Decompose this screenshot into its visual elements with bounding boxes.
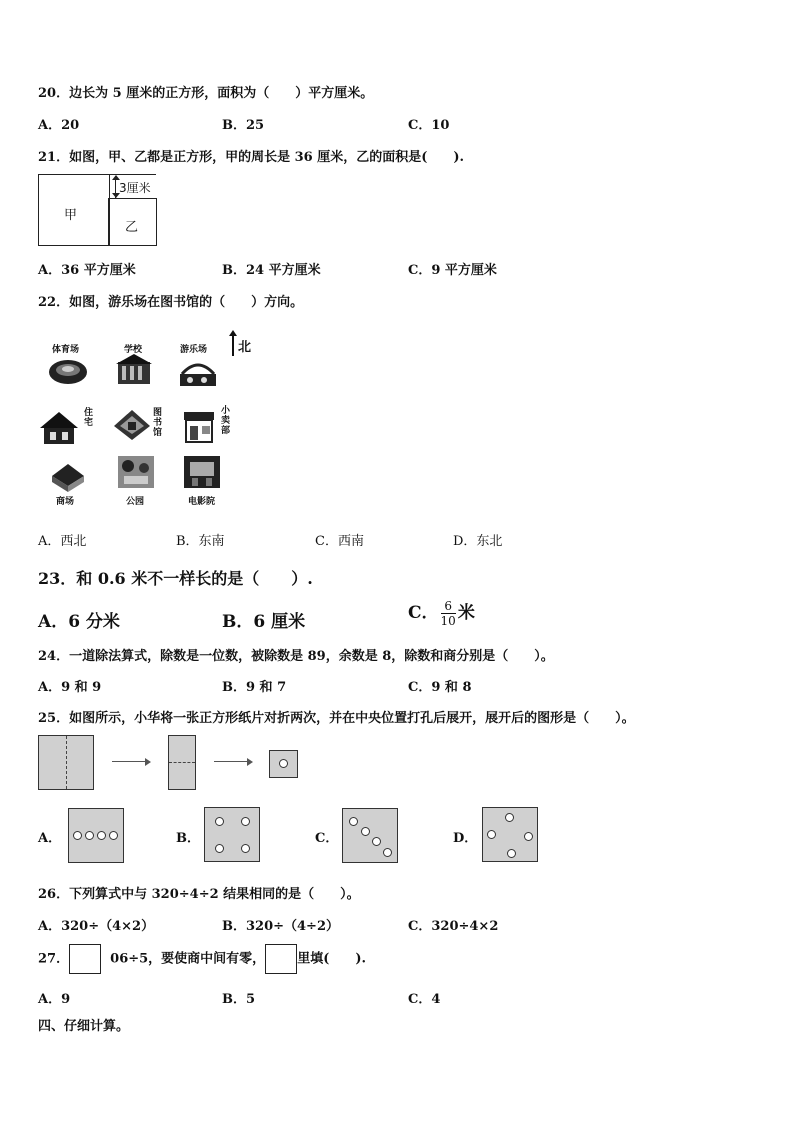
q20-option-b: B．25	[222, 118, 265, 133]
fraction: $\frac{6}{10}$	[440, 599, 456, 628]
place-label: 体育场	[52, 345, 80, 355]
place-label: 图书馆	[153, 408, 163, 438]
q25-option-a: A．	[38, 831, 62, 846]
q23-option-a: A．6 分米	[38, 612, 120, 632]
residence-icon	[40, 410, 80, 446]
hole	[279, 759, 288, 768]
q25-option-c-figure	[342, 808, 398, 863]
q21-option-b: B．24 平方厘米	[222, 263, 321, 278]
place-label: 公园	[126, 497, 145, 507]
q22-map	[40, 330, 265, 515]
amusement-park-icon	[178, 352, 218, 388]
q22-option-a: A．西北	[38, 534, 87, 549]
q27-option-a: A．9	[38, 992, 71, 1007]
q20-option-a: A．20	[38, 118, 80, 133]
paper-folded-twice	[269, 750, 298, 778]
q21-option-a: A．36 平方厘米	[38, 263, 136, 278]
label-yi: 乙	[125, 220, 139, 235]
q21-figure	[38, 174, 156, 246]
paper-folded-once	[168, 735, 196, 790]
place-label: 商场	[56, 497, 75, 507]
blank-box[interactable]	[69, 944, 101, 974]
cinema-icon	[182, 454, 222, 490]
q22-option-c: C．西南	[315, 534, 364, 549]
north-label: 北	[238, 340, 252, 355]
paper-unfolded	[38, 735, 94, 790]
q23-option-b: B．6 厘米	[222, 612, 306, 632]
q22-stem: 22．如图，游乐场在图书馆的（ ）方向。	[38, 295, 304, 310]
place-label: 学校	[124, 345, 143, 355]
q25-option-b-figure	[204, 807, 260, 862]
q20-stem: 20．边长为 5 厘米的正方形，面积为（ ）平方厘米。	[38, 86, 374, 101]
q21-option-c: C．9 平方厘米	[408, 263, 497, 278]
q26-option-a: A．320÷（4×2）	[38, 919, 155, 934]
q25-stem: 25．如图所示，小华将一张正方形纸片对折两次，并在中央位置打孔后展开，展开后的图形是（ ）。	[38, 711, 635, 726]
q23-stem: 23．和 0.6 米不一样长的是（ ）.	[38, 569, 313, 588]
q24-option-a: A．9 和 9	[38, 680, 102, 695]
q25-option-c: C．	[315, 831, 339, 846]
q26-option-c: C．320÷4×2	[408, 919, 499, 934]
q27-stem: 27． 06÷5，要使商中间有零， 里填( ).	[38, 944, 366, 975]
library-icon	[112, 406, 152, 442]
place-label: 住宅	[84, 408, 94, 428]
q22-option-d: D．东北	[453, 534, 503, 549]
place-label: 小卖部	[221, 406, 231, 436]
q24-option-b: B．9 和 7	[222, 680, 287, 695]
q26-stem: 26．下列算式中与 320÷4÷2 结果相同的是（ ）。	[38, 887, 360, 902]
mall-icon	[48, 458, 88, 494]
place-label: 游乐场	[180, 345, 208, 355]
stadium-icon	[48, 352, 88, 388]
blank-box[interactable]	[265, 944, 297, 974]
q24-stem: 24．一道除法算式，除数是一位数，被除数是 89，余数是 8，除数和商分别是（ ）。	[38, 649, 554, 664]
q20-option-c: C．10	[408, 118, 450, 133]
place-label: 电影院	[188, 497, 216, 507]
q21-stem: 21．如图，甲、乙都是正方形，甲的周长是 36 厘米，乙的面积是( ).	[38, 150, 465, 165]
q27-option-c: C．4	[408, 992, 441, 1007]
q27-option-b: B．5	[222, 992, 256, 1007]
arrow-right-icon	[112, 761, 148, 762]
q25-option-a-figure	[68, 808, 124, 863]
q25-option-b: B．	[176, 831, 200, 846]
park-icon	[116, 454, 156, 490]
q25-option-d: D．	[453, 831, 478, 846]
q26-option-b: B．320÷（4÷2）	[222, 919, 340, 934]
dimension-label: 3厘米	[119, 181, 151, 195]
q24-option-c: C．9 和 8	[408, 680, 472, 695]
arrow-right-icon	[214, 761, 250, 762]
label-jia: 甲	[64, 208, 78, 223]
q25-option-d-figure	[482, 807, 538, 862]
school-icon	[114, 352, 154, 388]
q23-option-c: C． $\frac{6}{10}$ 米	[408, 599, 475, 628]
q22-option-b: B．东南	[176, 534, 225, 549]
shop-icon	[180, 408, 220, 444]
section-title: 四、仔细计算。	[38, 1019, 130, 1034]
